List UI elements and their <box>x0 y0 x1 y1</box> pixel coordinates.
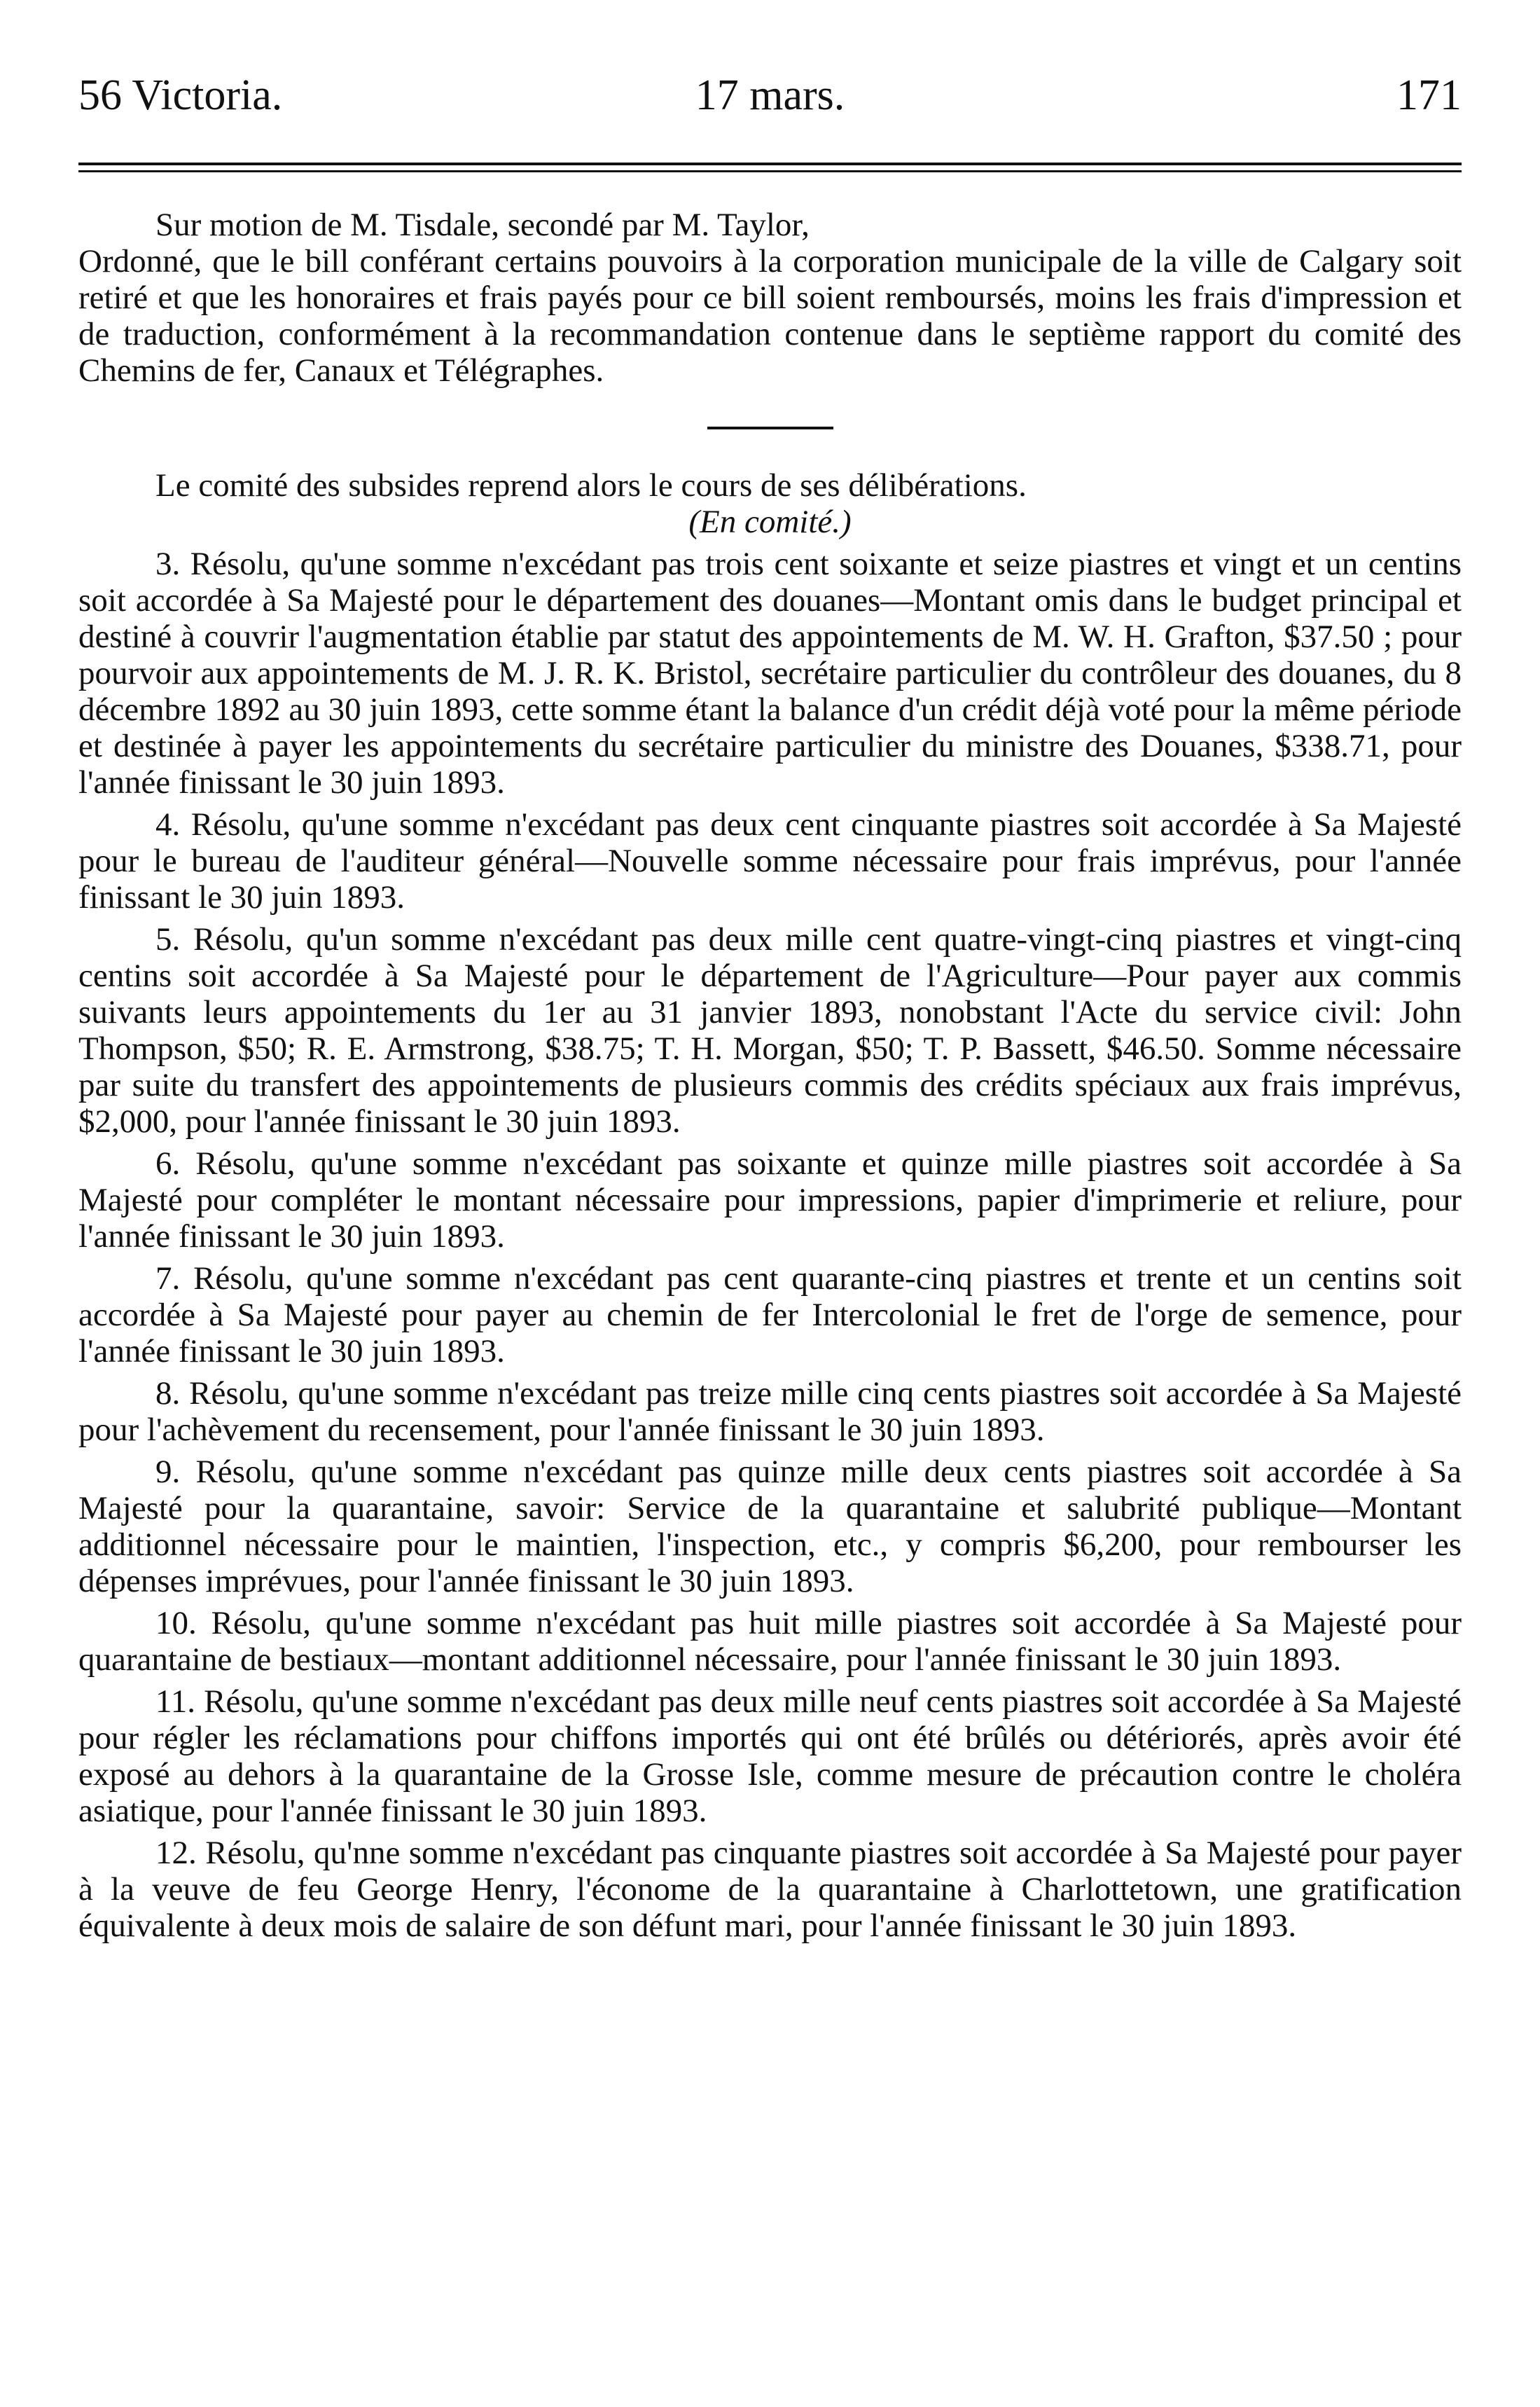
resolution-8: 8. Résolu, qu'une somme n'excédant pas treize mille cinq cents piastres soit accordée à Sa Majesté pour l'achèvement du recensement, pour l'année finissant le 30 juin 1893. <box>78 1375 1462 1448</box>
journal-page <box>78 0 1462 2407</box>
header-regnal-year: 56 Victoria. <box>78 71 283 119</box>
header-date: 17 mars. <box>695 71 845 119</box>
section-divider <box>707 427 833 429</box>
resolution-11: 11. Résolu, qu'une somme n'excédant pas deux mille neuf cents piastres soit accordée à Sa Majesté pour régler les réclamations pour chiffons importés qui ont été brûlés ou détériorés, après avoir été exposé au dehors à la quarantaine de la Grosse Isle, comme mesure de précaution contre le choléra asiatique, pour l'année finissant le 30 juin 1893. <box>78 1683 1462 1829</box>
motion-order-text: Ordonné, que le bill conférant certains pouvoirs à la corporation municipale de la ville de Calgary soit retiré et que les honoraires et frais payés pour ce bill soient remboursés, moins les frais d'impression et de traduction, conformément à la recommandation contenue dans le septième rapport du comité des Chemins de fer, Canaux et Télégraphes. <box>78 243 1462 389</box>
resolution-4: 4. Résolu, qu'une somme n'excédant pas deux cent cinquante piastres soit accordée à Sa Majesté pour le bureau de l'auditeur général—Nouvelle somme nécessaire pour frais imprévus, pour l'année finissant le 30 juin 1893. <box>78 806 1462 916</box>
motion-intro: Sur motion de M. Tisdale, secondé par M. Taylor, <box>155 207 810 243</box>
committee-title: (En comité.) <box>688 504 852 540</box>
resolution-6: 6. Résolu, qu'une somme n'excédant pas soixante et quinze mille piastres soit accordée à Sa Majesté pour compléter le montant nécessaire pour impressions, papier d'imprimerie et reliure, pour l'année finissant le 30 juin 1893. <box>78 1145 1462 1255</box>
motion-order <box>78 243 1462 389</box>
header-double-rule <box>78 163 1462 172</box>
committee-resume: Le comité des subsides reprend alors le cours de ses délibérations. <box>155 467 1027 504</box>
page-body <box>78 207 1462 1944</box>
resolution-12: 12. Résolu, qu'nne somme n'excédant pas cinquante piastres soit accordée à Sa Majesté pour payer à la veuve de feu George Henry, l'économe de la quarantaine à Charlottetown, une gratification équivalente à deux mois de salaire de son défunt mari, pour l'année finissant le 30 juin 1893. <box>78 1835 1462 1944</box>
page-number: 171 <box>1396 71 1462 119</box>
resolution-7: 7. Résolu, qu'une somme n'excédant pas cent quarante-cinq piastres et trente et un centins soit accordée à Sa Majesté pour payer au chemin de fer Intercolonial le fret de l'orge de semence, pour l'année finissant le 30 juin 1893. <box>78 1260 1462 1370</box>
resolution-10: 10. Résolu, qu'une somme n'excédant pas huit mille piastres soit accordée à Sa Majesté pour quarantaine de bestiaux—montant additionnel nécessaire, pour l'année finissant le 30 juin 1893. <box>78 1605 1462 1678</box>
resolution-5: 5. Résolu, qu'un somme n'excédant pas deux mille cent quatre-vingt-cinq piastres et vingt-cinq centins soit accordée à Sa Majesté pour le département de l'Agriculture—Pour payer aux commis suivants leurs appointements du 1er au 31 janvier 1893, nonobstant l'Acte du service civil: John Thompson, $50; R. E. Armstrong, $38.75; T. H. Morgan, $50; T. P. Bassett, $46.50. Somme nécessaire par suite du transfert des appointements de plusieurs commis des crédits spéciaux aux frais imprévus, $2,000, pour l'année finissant le 30 juin 1893. <box>78 921 1462 1140</box>
resolution-9: 9. Résolu, qu'une somme n'excédant pas quinze mille deux cents piastres soit accordée à Sa Majesté pour la quarantaine, savoir: Service de la quarantaine et salubrité publique—Montant additionnel nécessaire pour le maintien, l'inspection, etc., y compris $6,200, pour rembourser les dépenses imprévues, pour l'année finissant le 30 juin 1893. <box>78 1454 1462 1599</box>
resolution-3: 3. Résolu, qu'une somme n'excédant pas trois cent soixante et seize piastres et vingt et un centins soit accordée à Sa Majesté pour le département des douanes—Montant omis dans le budget principal et destiné à couvrir l'augmentation établie par statut des appointements de M. W. H. Grafton, $37.50 ; pour pourvoir aux appointements de M. J. R. K. Bristol, secrétaire particulier du contrôleur des douanes, du 8 décembre 1892 au 30 juin 1893, cette somme étant la balance d'un crédit déjà voté pour la même période et destinée à payer les appointements du secrétaire particulier du ministre des Douanes, $338.71, pour l'année finissant le 30 juin 1893. <box>78 546 1462 801</box>
running-head <box>78 67 1462 123</box>
